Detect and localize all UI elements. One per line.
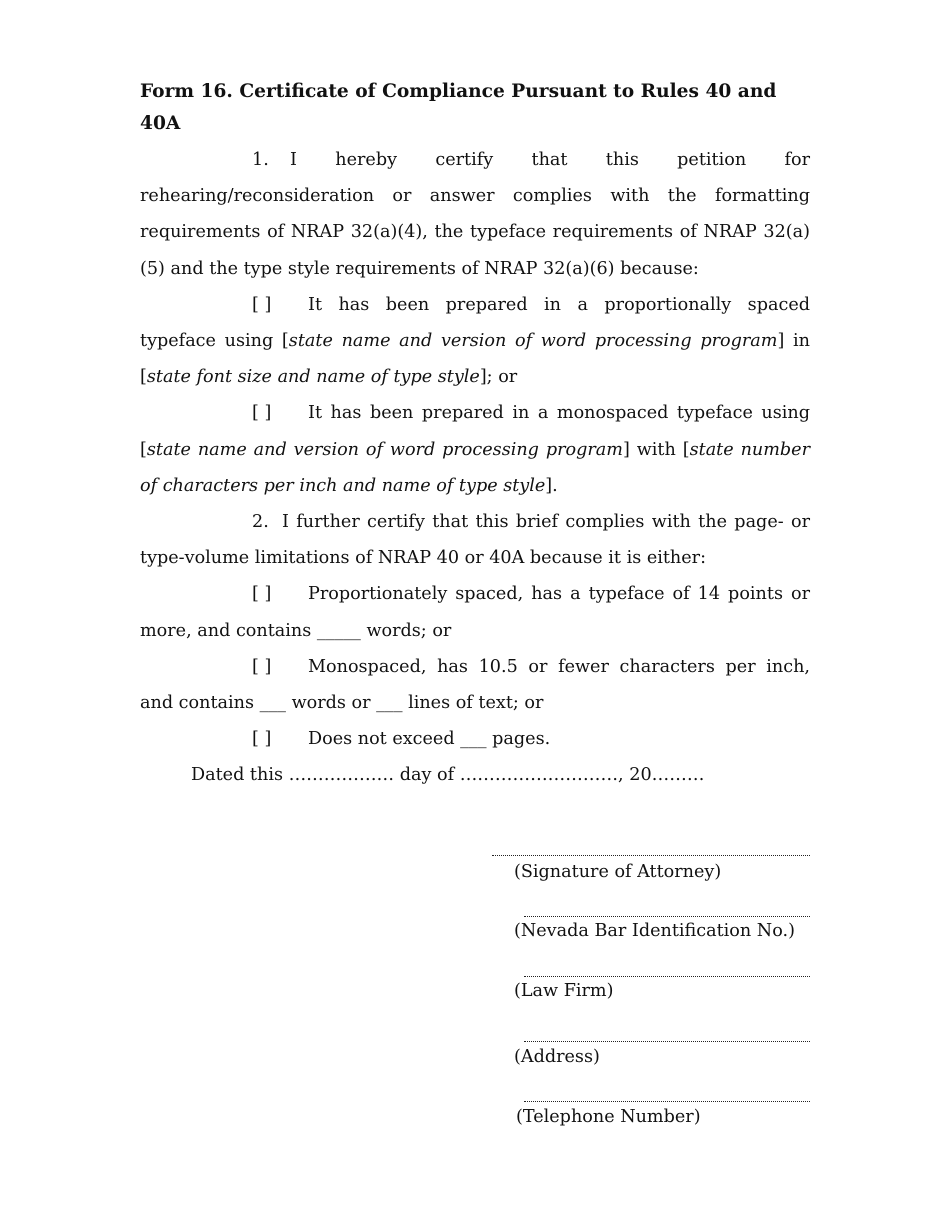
option-page-limit [140,721,810,757]
signature-attorney-label: (Signature of Attorney) [514,862,722,882]
signature-dotted-line [492,855,810,856]
paragraph-2-text: I further certify that this brief complies with the page- or type-volume limitations of NRAP 40 or 40A because it is either: [140,512,810,569]
option-line-count-text: Monospaced, has 10.5 or fewer characters per inch, and contains ___ words or ___ lines of text; or [140,656,810,714]
bar-id-dotted-line [524,916,810,917]
signature-line-telephone [524,1101,810,1102]
document-body [140,76,810,794]
option-monospaced-italic-1: state name and version of word processing program [146,439,623,460]
law-firm-label: (Law Firm) [514,981,614,1001]
option-proportional [140,287,810,396]
form-title: Form 16. Certificate of Compliance Pursuant to Rules 40 and 40A [140,81,777,134]
checkbox-page-limit[interactable]: [ ] [252,729,272,750]
checkbox-word-count[interactable]: [ ] [252,584,272,605]
paragraph-1-number: 1. [252,150,269,170]
signature-line-attorney [492,855,810,856]
telephone-label: (Telephone Number) [516,1107,701,1127]
option-proportional-text-1: It has been prepared in a proportionally spaced typeface using [ [140,294,810,352]
option-page-limit-text: Does not exceed ___ pages. [308,729,551,750]
law-firm-dotted-line [524,976,810,977]
option-monospaced-text-2: ] with [ [622,439,690,460]
paragraph-1 [140,142,810,287]
signature-line-address [524,1041,810,1042]
paragraph-2 [140,504,810,576]
signature-line-bar-id [524,916,810,917]
checkbox-monospaced[interactable]: [ ] [252,403,272,424]
address-dotted-line [524,1041,810,1042]
address-label: (Address) [514,1047,600,1067]
option-word-count [140,576,810,648]
option-proportional-text-3: ]; or [479,367,518,388]
option-proportional-text-2: ] in [ [140,331,810,388]
paragraph-1-text: I hereby certify that this petition for rehearing/reconsideration or answer complies with the formatting requirements of NRAP 32(a)(4), the typeface requirements of NRAP 32(a)(5) and the type style requirements of NRAP 32(a)(6) because: [140,150,810,279]
option-proportional-italic-1: state name and version of word processing program [288,331,778,352]
signature-line-law-firm [524,976,810,977]
telephone-dotted-line [524,1101,810,1102]
dated-line: Dated this ……………… day of ………………………, 20……… [191,765,705,786]
option-monospaced-text-1: It has been prepared in a monospaced typeface using [ [140,403,810,460]
paragraph-2-number: 2. [252,512,269,533]
option-monospaced-italic-2: state number of characters per inch and name of type style [140,439,810,496]
option-word-count-text: Proportionately spaced, has a typeface of 14 points or more, and contains _____ words; or [140,584,810,641]
option-monospaced-text-3: ]. [545,475,558,496]
checkbox-line-count[interactable]: [ ] [252,656,272,677]
option-monospaced [140,395,810,504]
bar-id-label: (Nevada Bar Identification No.) [514,921,795,941]
checkbox-proportional[interactable]: [ ] [252,294,272,315]
option-line-count [140,649,810,721]
option-proportional-italic-2: state font size and name of type style [146,367,480,388]
